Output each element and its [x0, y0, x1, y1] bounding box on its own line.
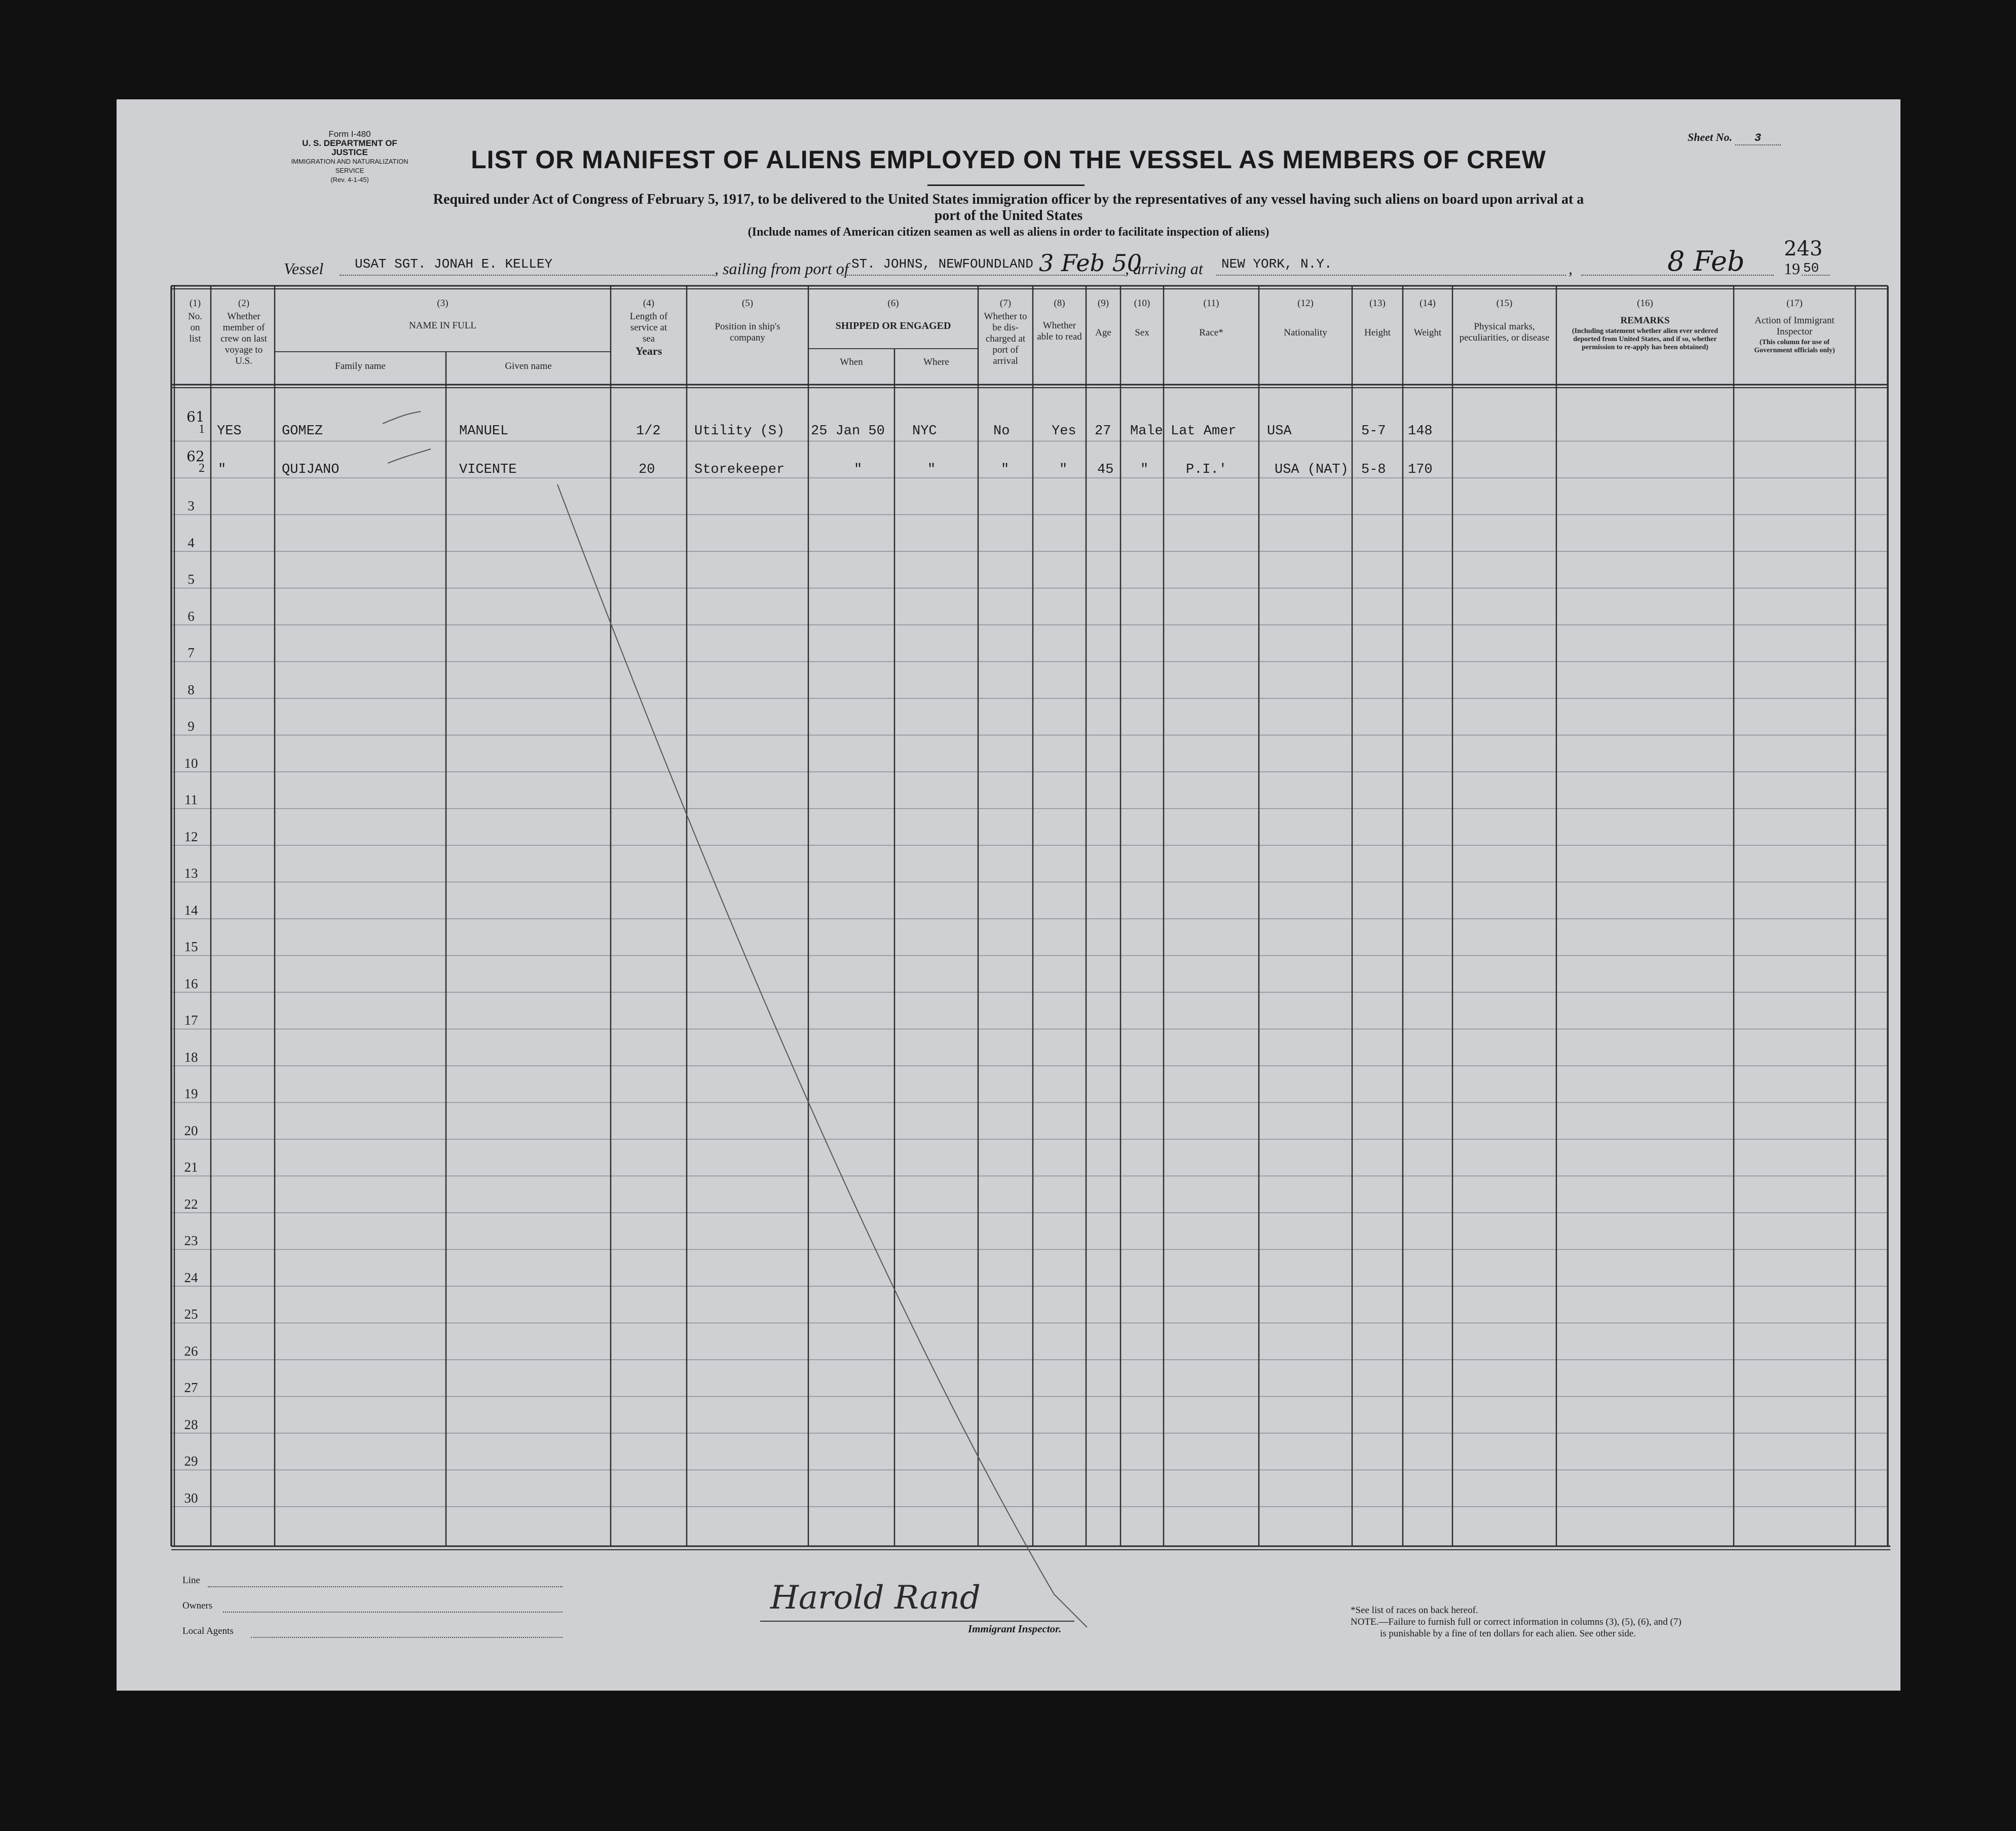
row-number: 9: [188, 719, 195, 734]
col-header-12: (12) Nationality: [1284, 298, 1327, 338]
col-header-3a: Family name: [335, 361, 386, 371]
row-number: 27: [184, 1380, 198, 1395]
list-no-written: 61: [186, 408, 205, 425]
row-number: 13: [184, 866, 198, 881]
row-number: 18: [184, 1049, 198, 1065]
footer-notes: *See list of races on back hereof. NOTE.—Failure to furnish full or correct information in columns (3), (5), (6), and (7) is punishable by a fine of ten dollars for each alien. See other side.: [1351, 1605, 1682, 1639]
col-header-5: (5) Position in ship's company: [715, 298, 780, 343]
row-number: 24: [184, 1269, 198, 1285]
col-header-17: (17) Action of Immigrant Inspector (This column for use of Government officials only): [1754, 298, 1835, 354]
col-header-2: (2) Whether member of crew on last voyage to U.S.: [220, 298, 267, 366]
form-id: Form I-480 U. S. DEPARTMENT OF JUSTICE IMMIGRATION AND NATURALIZATION SERVICE (Rev. 4-1-45): [291, 129, 408, 183]
sailing-date: 3 Feb 50: [1039, 249, 1142, 277]
manifest-sheet: Form I-480 U. S. DEPARTMENT OF JUSTICE IMMIGRATION AND NATURALIZATION SERVICE (Rev. 4-1-45) Sheet No. 3 LIST OR MANIFEST OF ALIENS EMPLOYED ON THE VESSEL AS MEMBERS OF CREW Required under Act of Congress of February 5, 1917, to be delivered to the United States immigration officer by the representatives of any vessel having such aliens on board upon arrival at a port of the United States (Include names of American citizen seamen as well as aliens in order to facilitate inspection of aliens) 243 Vessel USAT SGT. JONAH E. KELLEY , sailing from port of ST. JOHNS, NEWFOUNDLAND 3 Feb 50 , arriving at NEW YORK, N.Y. , 8 Feb 19 50 (1) No. on list (2) Whether member of crew on last voyage to U.S. (3) NAME IN FULL Family name Given name (4) Length of service at sea Years (5) Position in ship's company (6) SHIPPED OR ENGAGED When Where (7) Whether to be dis-charged at port of arrival (8) Whether able to read (9) Age (10) Sex (11) Race* (12) Nationality (13) Height (14) Weight (15) Physical marks, peculiarities, or disease (16) REMARKS (Including statement whether alien ever ordered deported from United States, and if so, whether permission to re-apply has been obtained) (17) Action of Immigrant Inspector (This column for use of Government officials only) 61 1 YES GOMEZ MANUEL 1/2 Utility (S) 25 Jan 50 NYC No Yes 27 Male Lat Amer USA 5-7 148 62 2 " QUIJANO VICENTE 20 Storekeeper " " " " 45 " P.I.' USA (NAT) 5-8 170 3 4 5 6 7 8 9 10 11 12 13 14 15 16 17 18 19 20 21 22 23 24 25 26 27 28 29 30 Line Owners Local Agents Harold Rand Immigrant Inspector. *See list of races on back hereof. NOTE.—Failure to furnish full or correct information in columns (3), (5), (6), and (7) is punishable by a fine of ten dollars for each alien. See other side.: [117, 99, 1900, 1691]
row-number: 7: [188, 645, 195, 660]
row-number: 28: [184, 1416, 198, 1432]
col-header-1: (1) No. on list: [188, 298, 202, 344]
col-header-13: (13) Height: [1364, 298, 1391, 338]
col-header-6a: When: [840, 357, 863, 367]
col-header-14: (14) Weight: [1413, 298, 1442, 338]
row-number: 12: [184, 829, 198, 844]
row-number: 14: [184, 902, 198, 918]
arrival-day: 8 Feb: [1667, 245, 1745, 277]
row-number: 23: [184, 1233, 198, 1248]
footer-local-agents: Local Agents: [182, 1626, 234, 1636]
row-number: 16: [184, 976, 198, 991]
row-number: 29: [184, 1453, 198, 1469]
row-number: 11: [184, 792, 198, 807]
inspector-signature: Harold Rand: [770, 1579, 981, 1617]
row-number: 25: [184, 1306, 198, 1322]
col-header-6: (6) SHIPPED OR ENGAGED: [835, 298, 951, 331]
page-title: LIST OR MANIFEST OF ALIENS EMPLOYED ON THE VESSEL AS MEMBERS OF CREW: [471, 145, 1546, 174]
row-number: 17: [184, 1013, 198, 1028]
arriving-at: NEW YORK, N.Y.: [1221, 256, 1332, 272]
row-number: 3: [188, 498, 195, 513]
subtitle: Required under Act of Congress of February 5, 1917, to be delivered to the United States immigration officer by the representatives of any vessel having such aliens on board upon arrival at a port of the United States (Include names of American citizen seamen as well as aliens in order to facilitate inspection of aliens): [433, 192, 1584, 239]
list-no-printed: 1: [199, 423, 205, 436]
col-header-9: (9) Age: [1095, 298, 1111, 338]
inspector-label: Immigrant Inspector.: [968, 1623, 1062, 1635]
list-no-written: 62: [186, 448, 205, 465]
col-header-15: (15) Physical marks, peculiarities, or disease: [1459, 298, 1550, 343]
col-header-4: (4) Length of service at sea Years: [629, 298, 668, 357]
sailing-from: ST. JOHNS, NEWFOUNDLAND: [851, 256, 1033, 272]
col-header-16: (16) REMARKS (Including statement whether alien ever ordered deported from United States, and if so, whether permission to re-apply has been obtained): [1572, 298, 1719, 351]
col-header-6b: Where: [923, 357, 949, 367]
col-header-7: (7) Whether to be dis-charged at port of arrival: [984, 298, 1027, 366]
row-number: 21: [184, 1160, 198, 1175]
row-number: 26: [184, 1343, 198, 1359]
col-header-11: (11) Race*: [1199, 298, 1223, 338]
row-number: 20: [184, 1123, 198, 1138]
sheet-number: Sheet No. 3: [1688, 131, 1781, 145]
vessel-name: USAT SGT. JONAH E. KELLEY: [355, 256, 553, 272]
list-no-printed: 2: [199, 462, 205, 475]
footer-owners: Owners: [182, 1600, 213, 1611]
row-number: 19: [184, 1086, 198, 1101]
col-header-10: (10) Sex: [1134, 298, 1150, 338]
row-number: 6: [188, 608, 195, 624]
row-number: 30: [184, 1490, 198, 1506]
row-number: 22: [184, 1196, 198, 1212]
row-number: 4: [188, 535, 195, 550]
col-header-3b: Given name: [505, 361, 552, 371]
vessel-line: Vessel USAT SGT. JONAH E. KELLEY , sailing from port of ST. JOHNS, NEWFOUNDLAND 3 Feb 50 , arriving at NEW YORK, N.Y. , 8 Feb 19 50: [284, 256, 1835, 282]
row-number: 10: [184, 755, 198, 771]
col-header-3: (3) NAME IN FULL: [409, 298, 476, 331]
row-number: 8: [188, 682, 195, 697]
col-header-8: (8) Whether able to read: [1037, 298, 1082, 342]
row-number: 5: [188, 572, 195, 587]
page-number: 243: [1784, 237, 1823, 260]
footer-line: Line: [182, 1575, 200, 1586]
row-number: 15: [184, 939, 198, 954]
